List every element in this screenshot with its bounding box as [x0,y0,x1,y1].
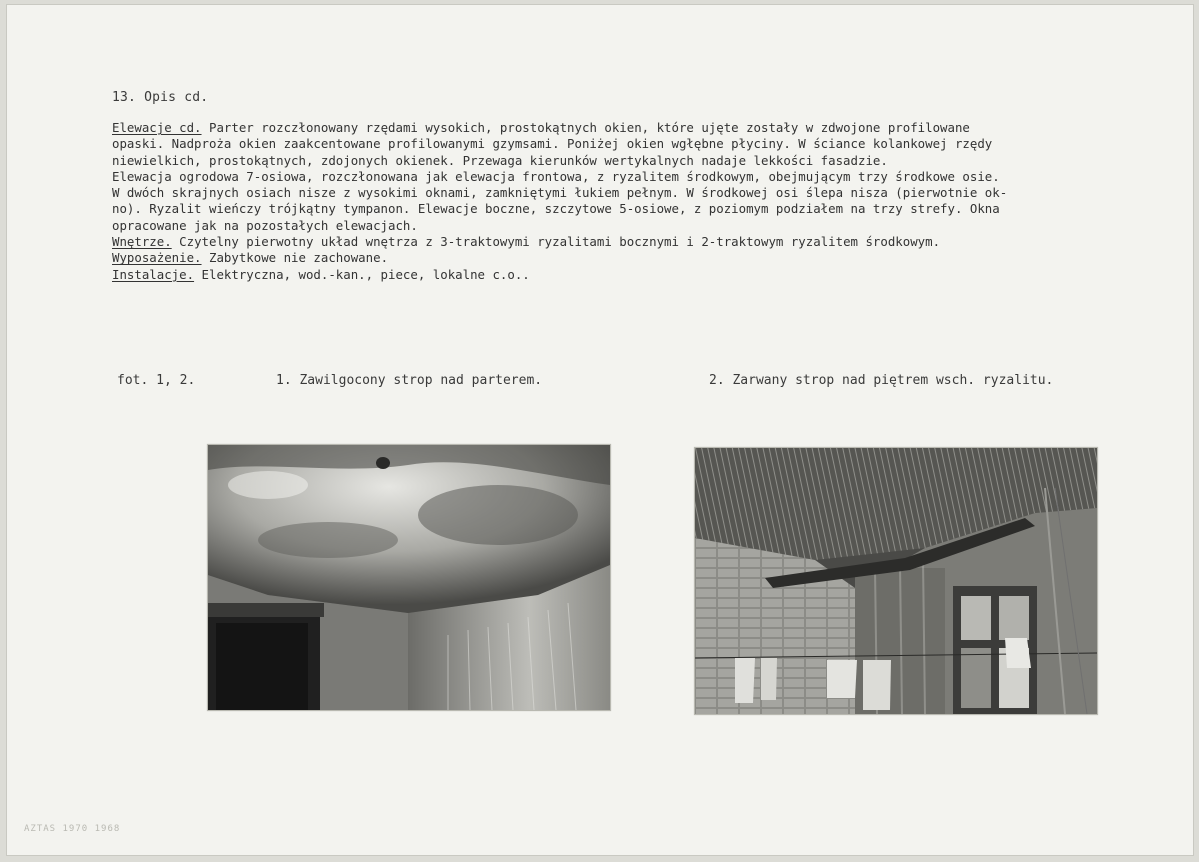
text-line: Elewacja ogrodowa 7-osiowa, rozczłonowana jak elewacja frontowa, z ryzalitem środkowym, obejmującym trzy środkowe osie. [112,168,1000,184]
text-line: no). Ryzalit wieńczy trójkątny tympanon. Elewacje boczne, szczytowe 5-osiowe, z poziomym podziałem na trzy strefy. Okna [112,201,1000,217]
description-text [112,120,1122,283]
text-line: opracowane jak na pozostałych elewacjach. [112,217,418,233]
wnetrze-label: Wnętrze. [112,234,172,250]
text-line: W dwóch skrajnych osiach nisze z wysokimi oknami, zamkniętymi łukiem pełnym. W środkowej osi ślepa nisza (pierwotnie ok- [112,185,1008,201]
photo2-image [695,448,1097,714]
photo-damp-ceiling [207,444,611,711]
text-line: opaski. Nadproża okien zaakcentowane profilowanymi gzymsami. Poniżej okien wgłębne płyciny. W ściance kolankowej rzędy [112,136,993,152]
footer-mark: AZTAS 1970 1968 [24,824,121,834]
section-heading: 13. Opis cd. [112,90,209,105]
text-line: Wnętrze. Czytelny pierwotny układ wnętrza z 3-traktowymi ryzalitami bocznymi i 2-traktowym ryzalitem środkowym. [112,234,941,250]
photo-collapsed-ceiling [694,447,1098,715]
photo-reference: fot. 1, 2. [117,373,196,388]
wyposazenie-label: Wyposażenie. [112,250,202,266]
photo1-image [208,445,610,710]
text-line: niewielkich, prostokątnych, zdojonych okienek. Przewaga kierunków wertykalnych nadaje lekkości fasadzie. [112,152,888,168]
photo1-caption: 1. Zawilgocony strop nad parterem. [276,373,543,388]
instalacje-label: Instalacje. [112,266,195,282]
text-line: Wyposażenie. Zabytkowe nie zachowane. [112,250,389,266]
elewacje-label: Elewacje cd. [112,120,202,135]
text-line: Instalacje. Elektryczna, wod.-kan., piece, lokalne c.o.. [112,266,530,282]
text-line: Elewacje cd. Parter rozczłonowany rzędami wysokich, prostokątnych okien, które ujęte zostały w zdwojone profilowane [112,120,970,135]
photo2-caption: 2. Zarwany strop nad piętrem wsch. ryzalitu. [709,373,1054,388]
